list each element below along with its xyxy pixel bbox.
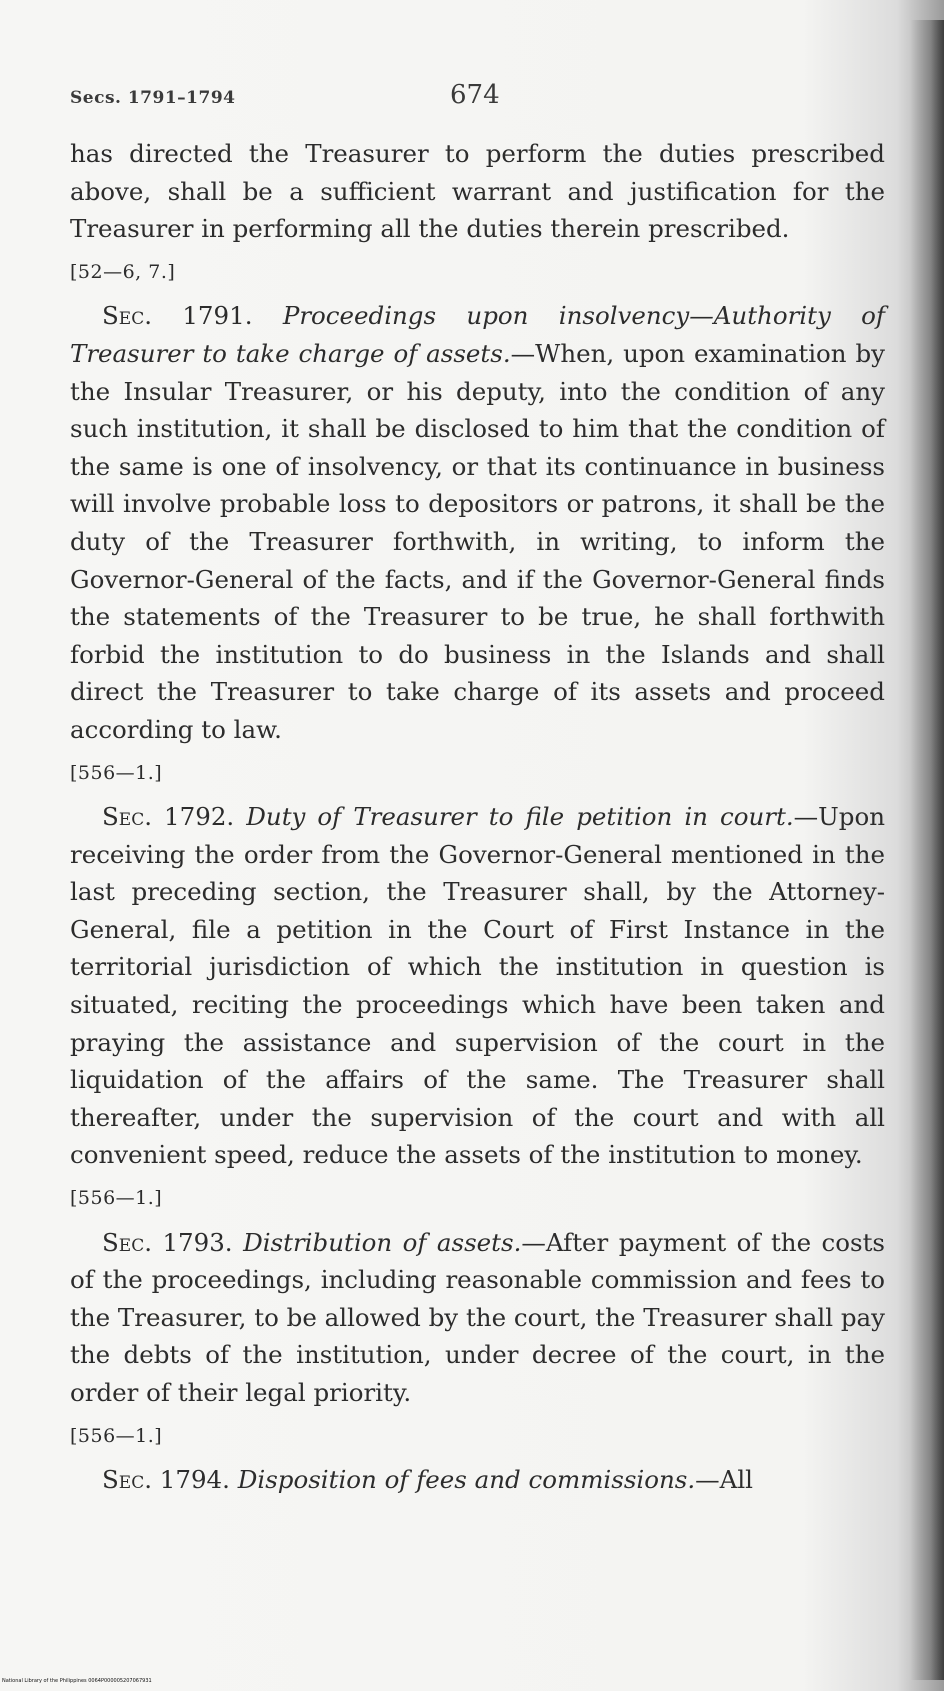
section-1792 [70,798,885,1174]
source-reference: [556—1.] [70,1187,163,1210]
source-reference: [556—1.] [70,761,163,784]
section-text: —After payment of the costs of the proceedings, including reasonable commission and fees to the Treasurer, to be allowed by the court, the Treasurer shall pay the debts of the institution, under decree of the court, in the order of their legal priority. [70,1227,885,1407]
section-text: —Upon receiving the order from the Governor-General mentioned in the last preceding section, the Treasurer shall, by the Attorney-General, file a petition in the Court of First Instance in the territorial jurisdiction of which the institution in question is situated, reciting the proceedings which have been taken and praying the assistance and supervision of the court in the liquidation of the affairs of the same. The Treasurer shall thereafter, under the supervision of the court and with all convenient speed, reduce the assets of the institution to money. [70,802,885,1170]
section-1793 [70,1224,885,1412]
section-number: Sec. 1791. [102,301,253,331]
section-range: Secs. 1791–1794 [70,88,236,108]
section-number: Sec. 1792. [102,802,235,832]
page-body [70,135,885,1499]
binding-shadow [910,20,944,1680]
continuation-paragraph: has directed the Treasurer to perform the duties prescribed above, shall be a sufficient warrant and justification for the Treasurer in performing all the duties therein prescribed. [70,139,885,244]
running-header [70,78,880,118]
source-reference: [556—1.] [70,1424,163,1447]
scan-footer: National Library of the Philippines 0064P000005207067931 [2,1678,152,1684]
section-title: Proceedings upon insolvency—Authority of Treasurer to take charge of assets. [70,301,885,368]
section-title: Duty of Treasurer to file petition in court. [246,802,794,832]
section-text: —When, upon examination by the Insular Treasurer, or his deputy, into the condition of any such institution, it shall be disclosed to him that the condition of the same is one of insolvency, or that its continuance in business will involve probable loss to depositors or patrons, it shall be the duty of the Treasurer forthwith, in writing, to inform the Governor-General of the facts, and if the Governor-General finds the statements of the Treasurer to be true, he shall forthwith forbid the institution to do business in the Islands and shall direct the Treasurer to take charge of its assets and proceed according to law. [70,338,885,744]
source-reference: [52—6, 7.] [70,260,176,283]
section-number: Sec. 1793. [102,1227,233,1257]
page-number: 674 [450,80,500,110]
section-text: —All [695,1465,754,1495]
section-number: Sec. 1794. [102,1465,230,1495]
section-1791 [70,297,885,748]
section-title: Disposition of fees and commissions. [237,1465,696,1495]
section-title: Distribution of assets. [243,1227,522,1257]
section-1794 [70,1461,885,1499]
